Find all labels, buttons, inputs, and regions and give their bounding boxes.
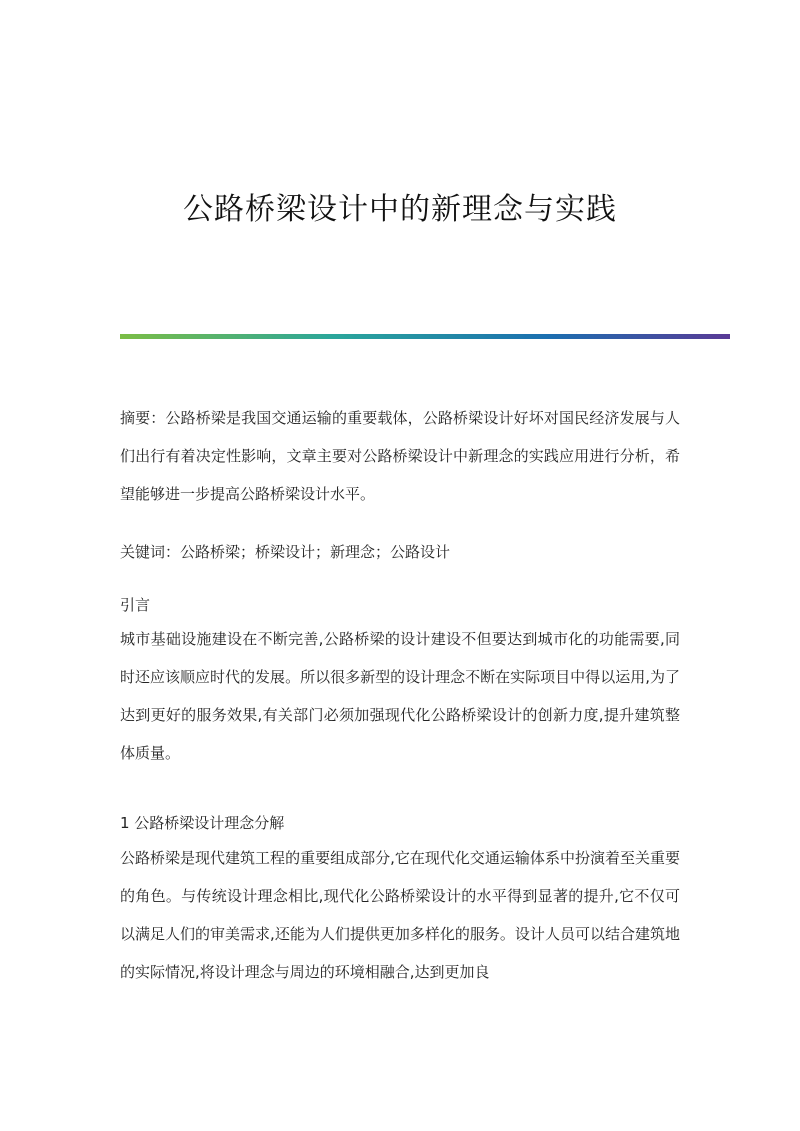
section-1-heading: 1 公路桥梁设计理念分解: [120, 814, 285, 832]
section-1-paragraph: 公路桥梁是现代建筑工程的重要组成部分,它在现代化交通运输体系中扮演着至关重要的角色。与传统设计理念相比,现代化公路桥梁设计的水平得到显著的提升,它不仅可以满足人们的审美需求,还能为人们提供更加多样化的服务。设计人员可以结合建筑地的实际情况,将设计理念与周边的环境相融合,达到更加良: [120, 849, 680, 981]
keywords-line: 关键词：公路桥梁；桥梁设计；新理念；公路设计: [120, 543, 451, 561]
intro-heading: 引言: [120, 596, 151, 614]
intro-paragraph: 城市基础设施建设在不断完善,公路桥梁的设计建设不但要达到城市化的功能需要,同时还应该顺应时代的发展。所以很多新型的设计理念不断在实际项目中得以运用,为了达到更好的服务效果,有关部门必须加强现代化公路桥梁设计的创新力度,提升建筑整体质量。: [120, 630, 680, 762]
abstract-paragraph: 摘要：公路桥梁是我国交通运输的重要载体，公路桥梁设计好坏对国民经济发展与人们出行有着决定性影响，文章主要对公路桥梁设计中新理念的实践应用进行分析，希望能够进一步提高公路桥梁设计水平。: [120, 409, 680, 503]
page-title: 公路桥梁设计中的新理念与实践: [183, 192, 617, 227]
title-divider: [120, 334, 730, 339]
